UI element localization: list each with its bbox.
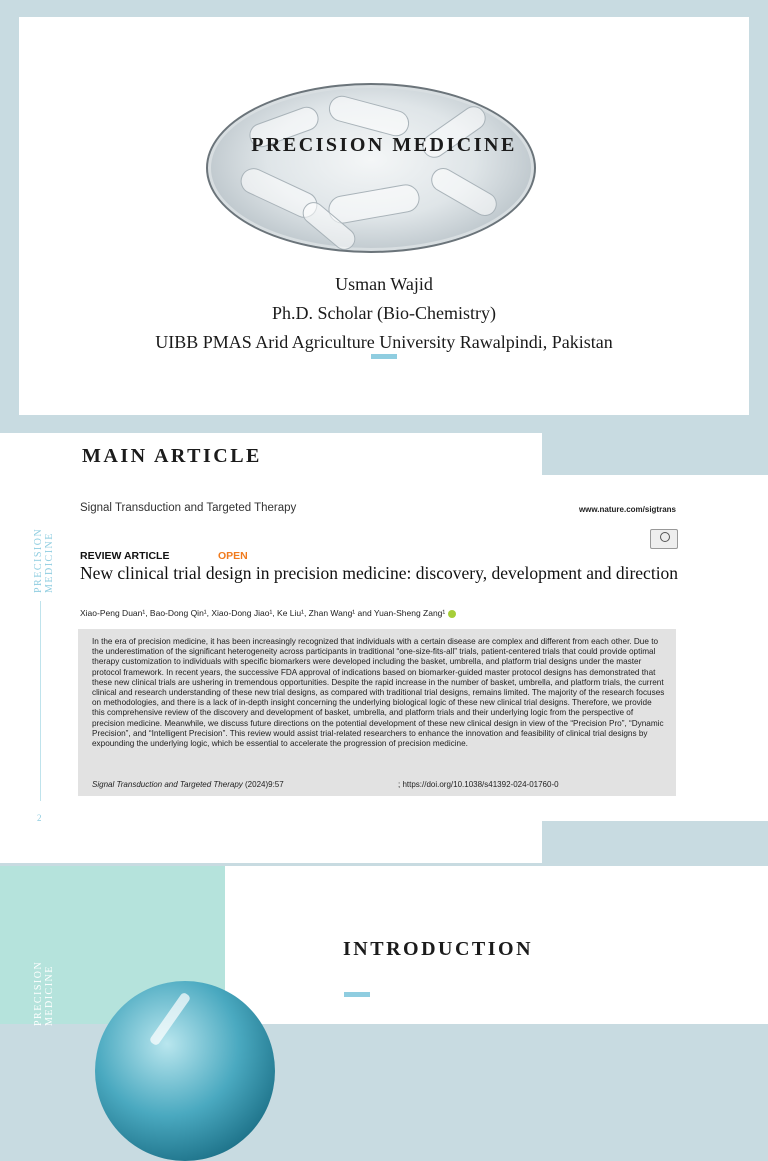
doi-text: ; https://doi.org/10.1038/s41392-024-01760-0 <box>398 780 559 789</box>
side-label: PRECISION MEDICINE <box>33 527 55 593</box>
journal-name: Signal Transduction and Targeted Therapy <box>80 502 297 514</box>
citation: Signal Transduction and Targeted Therapy (2024)9:57 <box>92 780 284 789</box>
open-access-badge: OPEN <box>218 550 248 562</box>
check-for-updates-icon <box>650 529 678 549</box>
side-label: PRECISION MEDICINE <box>33 960 55 1026</box>
journal-url: www.nature.com/sigtrans <box>578 505 676 514</box>
abstract-text: In the era of precision medicine, it has been increasingly recognized that individuals with a certain disease are complex and different from each other. Due to the underestimation of the significant heterogeneity across participants in traditional “one-size-fits-all” trials, patient-centered trials that could provide optimal therapy customization to individuals with specific biomarkers were developed including the basket, umbrella, and platform trial designs under the master protocol framework. In recent years, the successive FDA approval of indications based on biomarker-guided master protocol designs has demonstrated that these new clinical trials are ushering in tremendous opportunities. Despite the rapid increase in the number of basket, umbrella, and platform trials, the current clinical and research understanding of these new trial designs, as compared with traditional trial designs, remains limited. The majority of the research focuses on methodologies, and there is a lack of in-depth insight concerning the underlying biological logic of these new clinical trial designs. Therefore, we provide this comprehensive review of the discovery and development of basket, umbrella, and platform trials and their underlying logic from the perspective of precision medicine. Meanwhile, we discuss future directions on the potential development of these new clinical design in view of the “Precision Pro”, “Dynamic Precision”, and “Intelligent Precision”. This review would assist trial-related researchers to enhance the innovation and feasibility of clinical trial designs by expounding the underlying logic, which be essential to accelerate the progression of precision medicine. <box>92 637 665 749</box>
article-title: New clinical trial design in precision medicine: discovery, development and direction <box>80 563 679 583</box>
presentation-title: PRECISION MEDICINE <box>251 134 517 156</box>
article-authors: Xiao-Peng Duan¹, Bao-Dong Qin¹, Xiao-Dong Jiao¹, Ke Liu¹, Zhan Wang¹ and Yuan-Sheng Zang¹ <box>80 608 700 618</box>
accent-bar <box>344 992 370 997</box>
orcid-icon <box>448 610 456 618</box>
divider-line <box>40 601 41 801</box>
author-role: Ph.D. Scholar (Bio-Chemistry) <box>272 303 496 323</box>
article-type: REVIEW ARTICLE <box>80 550 170 562</box>
page-number: 2 <box>37 813 42 823</box>
abstract-box <box>78 629 676 796</box>
decorative-circle-image <box>95 981 275 1161</box>
author-block <box>19 270 749 357</box>
author-name: Usman Wajid <box>335 274 433 294</box>
accent-bar <box>371 354 397 359</box>
title-slide <box>19 17 749 415</box>
slide-title: MAIN ARTICLE <box>82 445 262 467</box>
slide-title: INTRODUCTION <box>343 938 534 960</box>
pill-capsules-image <box>206 83 536 253</box>
main-article-slide <box>0 433 768 863</box>
introduction-slide <box>0 866 768 1024</box>
article-screenshot <box>70 491 710 821</box>
author-affiliation: UIBB PMAS Arid Agriculture University Rawalpindi, Pakistan <box>155 332 613 352</box>
